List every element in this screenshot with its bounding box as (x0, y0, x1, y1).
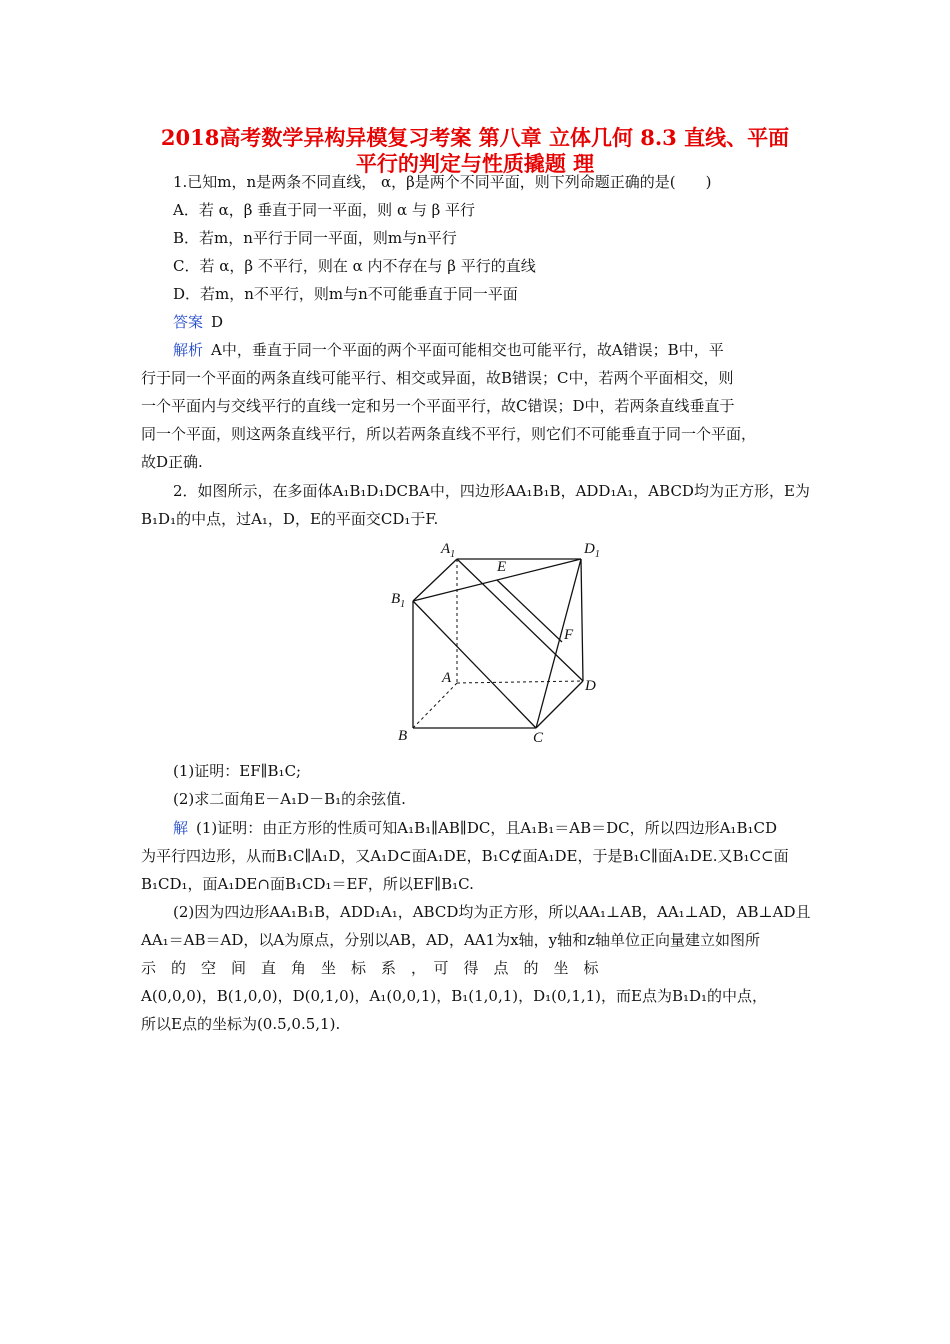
polyhedron-figure (378, 533, 606, 755)
answer-value: D (211, 313, 224, 331)
edge-c-d1 (536, 559, 581, 728)
answer-label: 答案 (173, 313, 204, 331)
q2-solution-line-2: 为平行四边形，从而B₁C∥A₁D，又A₁D⊂面A₁DE，B₁C⊄面A₁DE，于是B₁C∥面A₁DE.又B₁C⊂面 (141, 847, 789, 865)
hidden-edge-a-b (413, 683, 457, 728)
q1-stem: 1.已知m，n是两条不同直线， α，β是两个不同平面，则下列命题正确的是( ) (173, 173, 712, 191)
q1-option-a: A．若 α，β 垂直于同一平面，则 α 与 β 平行 (173, 201, 476, 219)
label-b: B (398, 728, 408, 744)
q2-stem-line-2: B₁D₁的中点，过A₁，D，E的平面交CD₁于F. (141, 510, 439, 528)
label-d1: $D_1$ (584, 541, 600, 560)
q1-answer-row (173, 312, 853, 332)
q1-option-b: B．若m，n平行于同一平面，则m与n平行 (173, 229, 457, 247)
q2-solution-line-5: AA₁＝AB＝AD，以A为原点，分别以AB，AD，AA1为x轴，y轴和z轴单位正向量建立如图所 (141, 931, 760, 949)
q1-analysis-line-1 (173, 340, 853, 360)
edge-e-f (497, 580, 562, 642)
q2-solution-line-6: 示 的 空 间 直 角 坐 标 系 ， 可 得 点 的 坐 标 (141, 959, 599, 977)
analysis-text: A中，垂直于同一个平面的两个平面可能相交也可能平行，故A错误；B中，平 (211, 341, 724, 359)
q2-part-1: (1)证明：EF∥B₁C; (173, 762, 302, 780)
hidden-edge-a-d (457, 681, 583, 683)
q1-analysis-line-5: 故D正确. (141, 453, 203, 471)
label-b1: $B_1$ (391, 591, 406, 610)
edge-c-d (536, 681, 583, 728)
label-d: D (585, 678, 596, 694)
q2-solution-line-3: B₁CD₁，面A₁DE∩面B₁CD₁＝EF，所以EF∥B₁C. (141, 875, 474, 893)
edge-b1-a1 (413, 559, 457, 601)
q2-part-2: (2)求二面角E－A₁D－B₁的余弦值. (173, 790, 406, 808)
label-a: A (442, 670, 452, 686)
polyhedron-diagram (378, 533, 606, 755)
label-a1: $A_1$ (441, 541, 456, 560)
q2-solution-line-1 (173, 818, 853, 838)
q1-option-d: D．若m，n不平行，则m与n不可能垂直于同一平面 (173, 285, 518, 303)
edge-d1-d (581, 559, 583, 681)
q1-analysis-line-3: 一个平面内与交线平行的直线一定和另一个平面平行，故C错误；D中，若两条直线垂直于 (141, 397, 735, 415)
analysis-label: 解析 (173, 341, 204, 359)
q1-option-c: C．若 α，β 不平行，则在 α 内不存在与 β 平行的直线 (173, 257, 536, 275)
label-f: F (564, 627, 574, 643)
document-title-line-2: 平行的判定与性质撬题 理 (355, 151, 595, 176)
solution-text: (1)证明：由正方形的性质可知A₁B₁∥AB∥DC，且A₁B₁＝AB＝DC，所以四边形A₁B₁CD (196, 819, 777, 837)
label-e: E (497, 559, 507, 575)
q2-solution-line-8: 所以E点的坐标为(0.5,0.5,1). (141, 1015, 341, 1033)
document-title-line-1: 2018高考数学异构异模复习考案 第八章 立体几何 8.3 直线、平面 (160, 125, 790, 150)
q2-stem-line-1: 2．如图所示，在多面体A₁B₁D₁DCBA中，四边形AA₁B₁B，ADD₁A₁，ABCD均为正方形，E为 (173, 482, 810, 500)
q2-solution-line-4: (2)因为四边形AA₁B₁B，ADD₁A₁，ABCD均为正方形，所以AA₁⊥AB，AA₁⊥AD，AB⊥AD且 (173, 903, 811, 921)
q1-analysis-line-4: 同一个平面，则这两条直线平行，所以若两条直线不平行，则它们不可能垂直于同一个平面， (141, 425, 757, 443)
solution-label: 解 (173, 819, 189, 837)
label-c: C (533, 730, 544, 746)
q2-solution-line-7: A(0,0,0)，B(1,0,0)，D(0,1,0)，A₁(0,0,1)，B₁(1,0,1)，D₁(0,1,1)，而E点为B₁D₁的中点， (141, 987, 768, 1005)
q1-analysis-line-2: 行于同一个平面的两条直线可能平行、相交或异面，故B错误；C中，若两个平面相交，则 (141, 369, 734, 387)
